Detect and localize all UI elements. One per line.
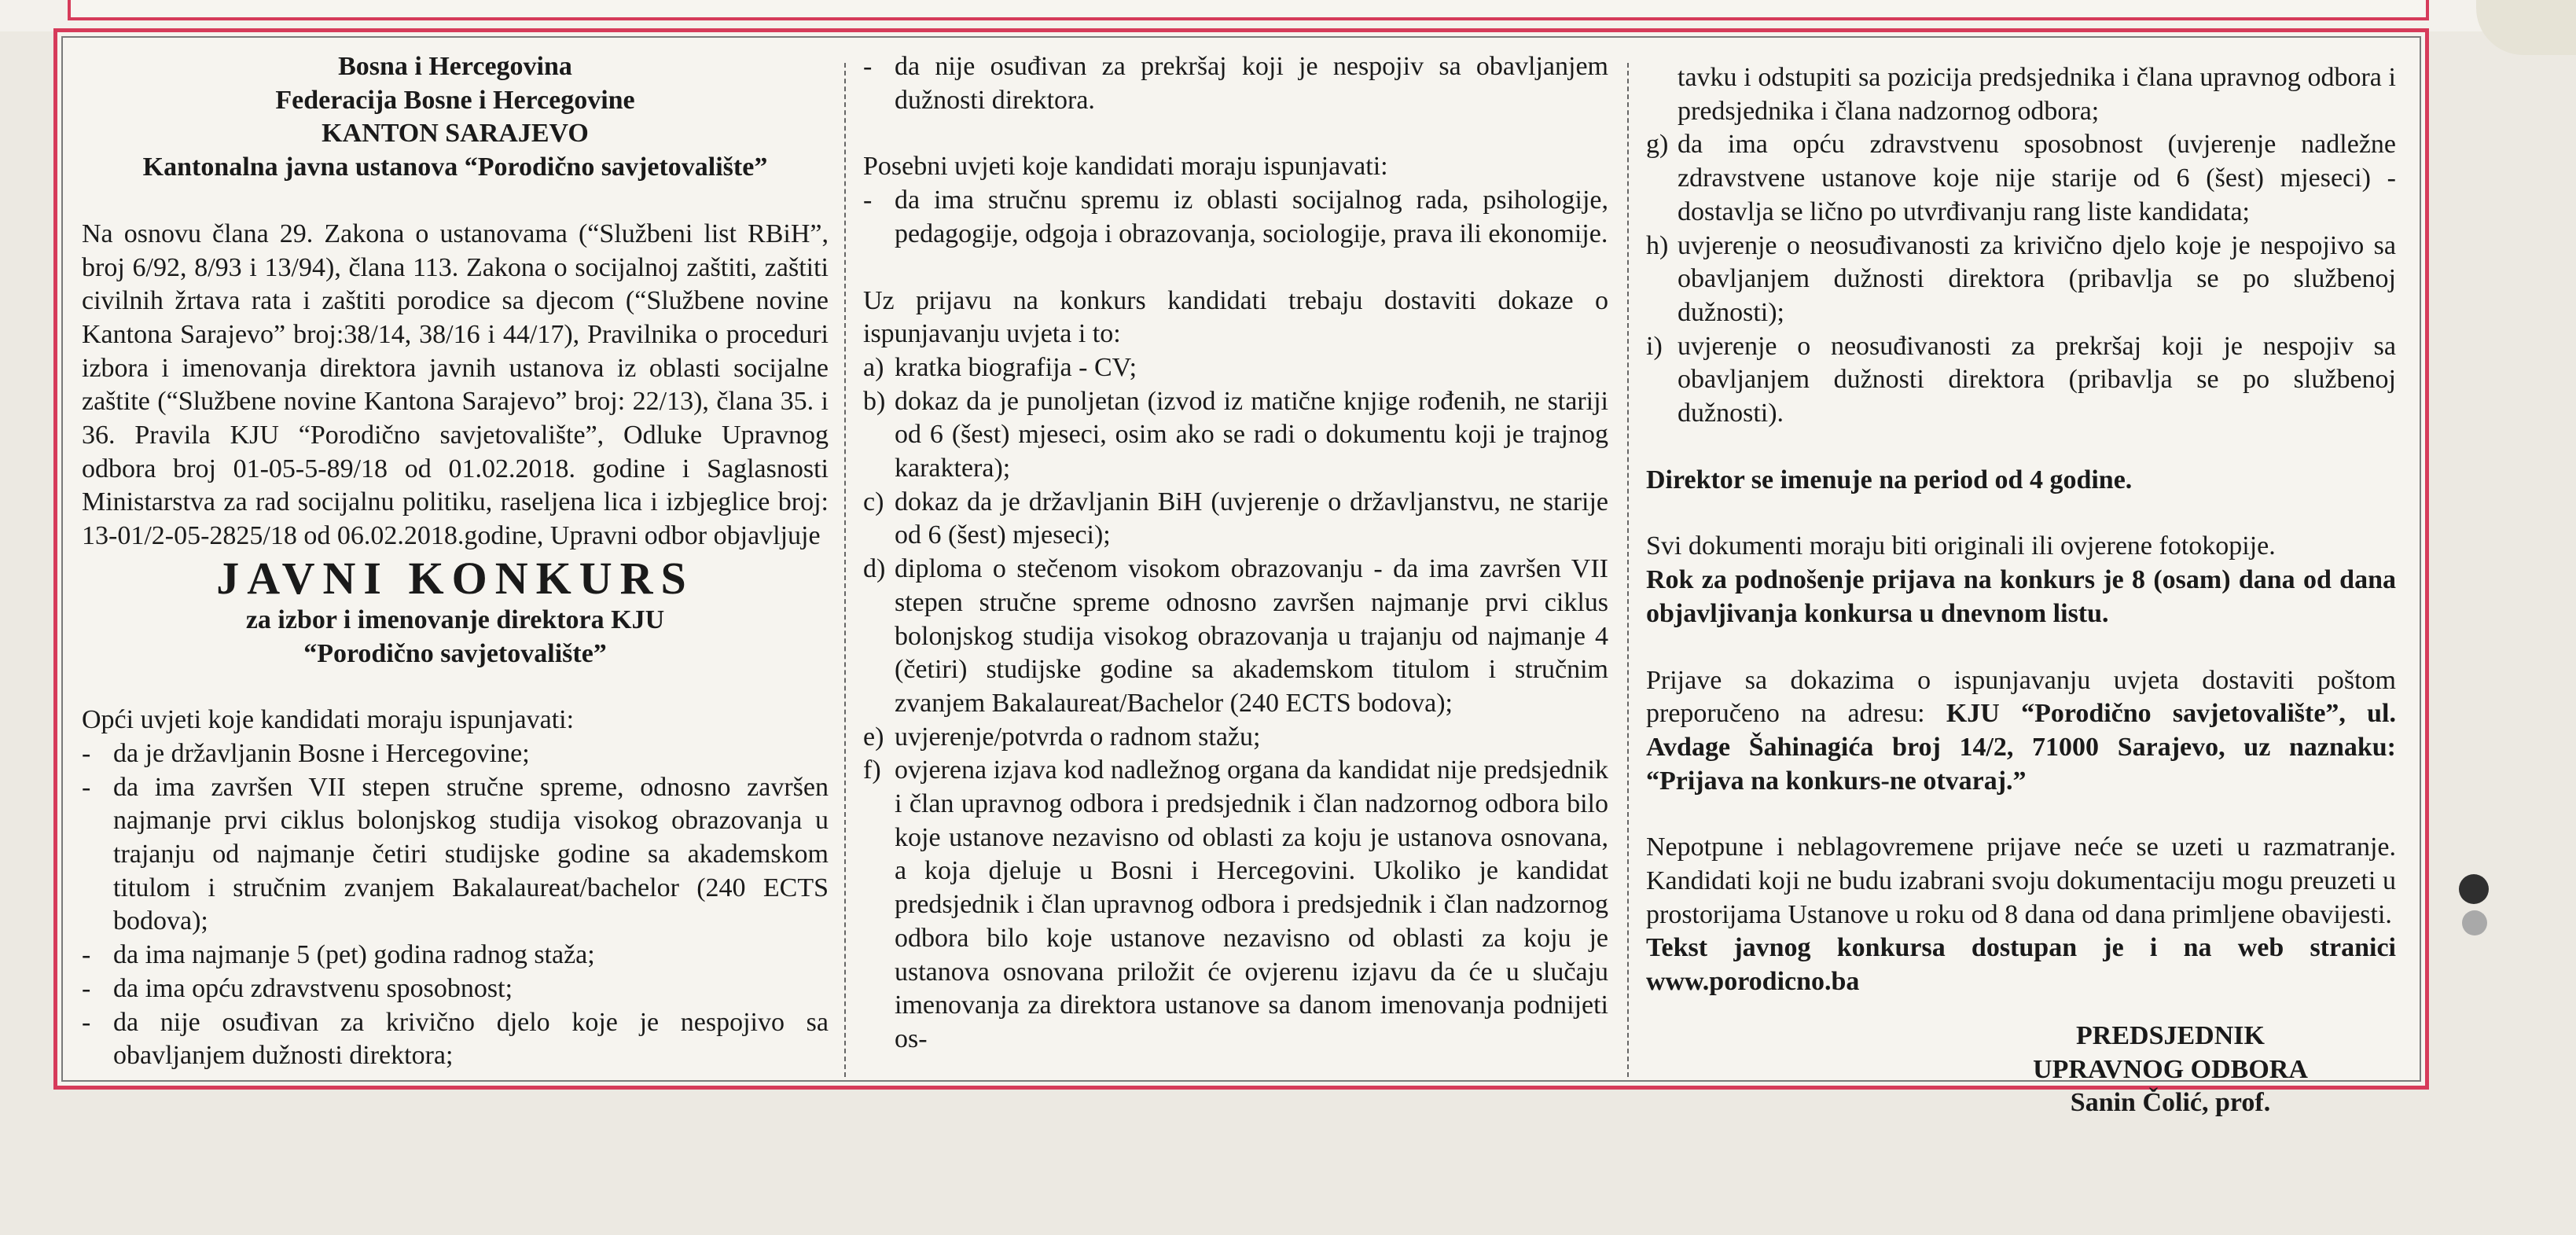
list-item: - da nije osuđivan za krivično djelo koje je nespojivo sa obavljanjem dužnosti direktora; bbox=[82, 1007, 829, 1071]
header-canton: KANTON SARAJEVO bbox=[322, 119, 589, 149]
special-conditions-list bbox=[863, 184, 1608, 251]
column-divider-1 bbox=[844, 63, 846, 1077]
list-item: - da nije osuđivan za prekršaj koji je nespojiv sa obavljanjem dužnosti direktora. bbox=[863, 52, 1608, 115]
list-item: a) kratka biografija - CV; bbox=[863, 352, 1137, 382]
list-item: - da je državljanin Bosne i Hercegovine; bbox=[82, 738, 530, 768]
signature-block: PREDSJEDNIK UPRAVNOG ODBORA Sanin Čolić, prof. bbox=[2033, 1020, 2308, 1118]
list-item: h) uvjerenje o neosuđivanosti za krivično djelo koje je nespojivo sa obavljanjem dužnosti direktora (pribavlja se po službenoj dužnosti); bbox=[1646, 230, 2396, 327]
general-conditions-list bbox=[82, 737, 829, 1073]
page-title: JAVNI KONKURS bbox=[216, 552, 694, 604]
list-item: d) diploma o stečenom visokom obrazovanju - da ima završen VII stepen stručne spreme odnosno završen najmanje prvi ciklus bolonjskog studija visokog obrazovanja u trajanju od najmanje 4 (četiri) studijske godine sa akademskom titulom i stručnim zvanjem Bakalaureat/Bachelor (240 ECTS bodova); bbox=[863, 554, 1608, 718]
intro-paragraph: Na osnovu člana 29. Zakona o ustanovama (“Službeni list RBiH”, broj 6/92, 8/93 i 13/94), člana 113. Zakona o socijalnoj zaštiti, zaštiti civilnih žrtava rata i zaštiti porodice sa djecom (“Službene novine Kantona Sarajevo” broj:38/14, 38/16 i 44/17), Pravilnika o proceduri izbora i imenovanja direktora javnih ustanova iz oblasti socijalne zaštite (“Službene novine Kantona Sarajevo” broj: 22/13), člana 35. i 36. Pravila KJU “Porodično savjetovalište”, Odluke Upravnog odbora broj 01-05-5-89/18 od 01.02.2018. godine i Saglasnosti Ministarstva za rad socijalnu politiku, raseljena lica i izbjeglice broj: 13-01/2-05-2825/18 od 06.02.2018.godine, Upravni odbor objavljuje bbox=[82, 219, 829, 551]
list-item: g) da ima opću zdravstvenu sposobnost (uvjerenje nadležne zdravstvene ustanove koje nije starije od 6 (šest) mjeseci) - dostavlja se lično po utvrđivanju rang liste kandidata; bbox=[1646, 130, 2396, 226]
documents-heading: Uz prijavu na konkurs kandidati trebaju dostaviti dokaze o ispunjavanju uvjeta i to: bbox=[863, 285, 1608, 349]
header-federation: Federacija Bosne i Hercegovine bbox=[275, 85, 635, 115]
term-notice: Direktor se imenuje na period od 4 godine. bbox=[1646, 465, 2133, 494]
submission-notice: Prijave sa dokazima o ispunjavanju uvjeta dostaviti poštom preporučeno na adresu: KJU “Porodično savjetovalište”, ul. Avdage Šahinagića broj 14/2, 71000 Sarajevo, uz naznaku: “Prijava na konkurs-ne otvaraj.” bbox=[1646, 665, 2396, 796]
list-item: b) dokaz da je punoljetan (izvod iz matične knjige rođenih, ne stariji od 6 (šest) mjeseci, osim ako se radi o dokumentu koji je trajnog karaktera); bbox=[863, 386, 1608, 483]
closing-notice: Nepotpune i neblagovremene prijave neće se uzeti u razmatranje. Kandidati koji ne budu izabrani svoju dokumentaciju mogu preuzeti u prostorijama Ustanove u roku od 8 dana od dana primljene obavijesti. bbox=[1646, 833, 2396, 929]
deadline-notice: Rok za podnošenje prijava na konkurs je 8 (osam) dana od dana objavljivanja konkursa u dnevnom listu. bbox=[1646, 565, 2396, 628]
column-1 bbox=[82, 50, 829, 1073]
column-divider-2 bbox=[1627, 63, 1629, 1077]
list-item: c) dokaz da je državljanin BiH (uvjerenje o državljanstvu, ne starije od 6 (šest) mjeseci); bbox=[863, 487, 1608, 550]
binder-hole bbox=[2459, 874, 2489, 904]
list-item: - da ima stručnu spremu iz oblasti socijalnog rada, psihologije, pedagogije, odgoja i obrazovanja, sociologije, prava ili ekonomije. bbox=[863, 186, 1608, 248]
list-item: - da ima najmanje 5 (pet) godina radnog staža; bbox=[82, 940, 595, 970]
previous-ad-frame bbox=[68, 0, 2429, 20]
documents-list bbox=[863, 351, 1608, 1057]
column-3 bbox=[1646, 61, 2396, 1120]
column-2 bbox=[863, 50, 1608, 1057]
list-item: f) ovjerena izjava kod nadležnog organa da kandidat nije predsjednik i član upravnog odbora i predsjednik i član nadzornog odbora bilo koje ustanove nezavisno od oblasti za koju je ustanova osnovana, a koja djeluje u Bosni i Hercegovini. Ukoliko je kandidat predsjednik i član upravnog odbora i predsjednik i član nadzornog odbora bilo koje ustanove nezavisno od oblasti za koju je ustanova osnovana priložit će ovjerenu izjavu da će u slučaju imenovanja za direktora ustanove sa danom imenovanja podnijeti os- bbox=[863, 755, 1608, 1053]
general-conditions-heading: Opći uvjeti koje kandidati moraju ispunjavati: bbox=[82, 705, 575, 735]
list-item: i) uvjerenje o neosuđivanosti za prekršaj koji je nespojiv sa obavljanjem dužnosti direktora (pribavlja se po službenoj dužnosti). bbox=[1646, 331, 2396, 428]
list-item: - da ima opću zdravstvenu sposobnost; bbox=[82, 973, 513, 1003]
web-notice: Tekst javnog konkursa dostupan je i na web stranici www.porodicno.ba bbox=[1646, 933, 2396, 997]
header-institution: Kantonalna javna ustanova “Porodično savjetovalište” bbox=[142, 153, 768, 182]
originals-notice: Svi dokumenti moraju biti originali ili ovjerene fotokopije. bbox=[1646, 531, 2276, 561]
paper-edge bbox=[2476, 0, 2576, 55]
binder-hole-shadow bbox=[2462, 910, 2487, 935]
list-item: e) uvjerenje/potvrda o radnom stažu; bbox=[863, 722, 1261, 752]
special-conditions-heading: Posebni uvjeti koje kandidati moraju ispunjavati: bbox=[863, 152, 1388, 182]
list-item: - da ima završen VII stepen stručne spreme, odnosno završen najmanje prvi ciklus bolonjskog studija visokog obrazovanja u trajanju od najmanje četiri studijske godine sa akademskom titulom i stručnim zvanjem Bakalaureat/bachelor (240 ECTS bodova); bbox=[82, 772, 829, 936]
title-subtitle-2: “Porodično savjetovalište” bbox=[303, 638, 607, 668]
title-subtitle-1: za izbor i imenovanje direktora KJU bbox=[245, 605, 665, 634]
header-country: Bosna i Hercegovina bbox=[338, 52, 572, 81]
list-item: tavku i odstupiti sa pozicija predsjednika i člana upravnog odbora i predsjednika i člana nadzornog odbora; bbox=[1678, 63, 2396, 126]
